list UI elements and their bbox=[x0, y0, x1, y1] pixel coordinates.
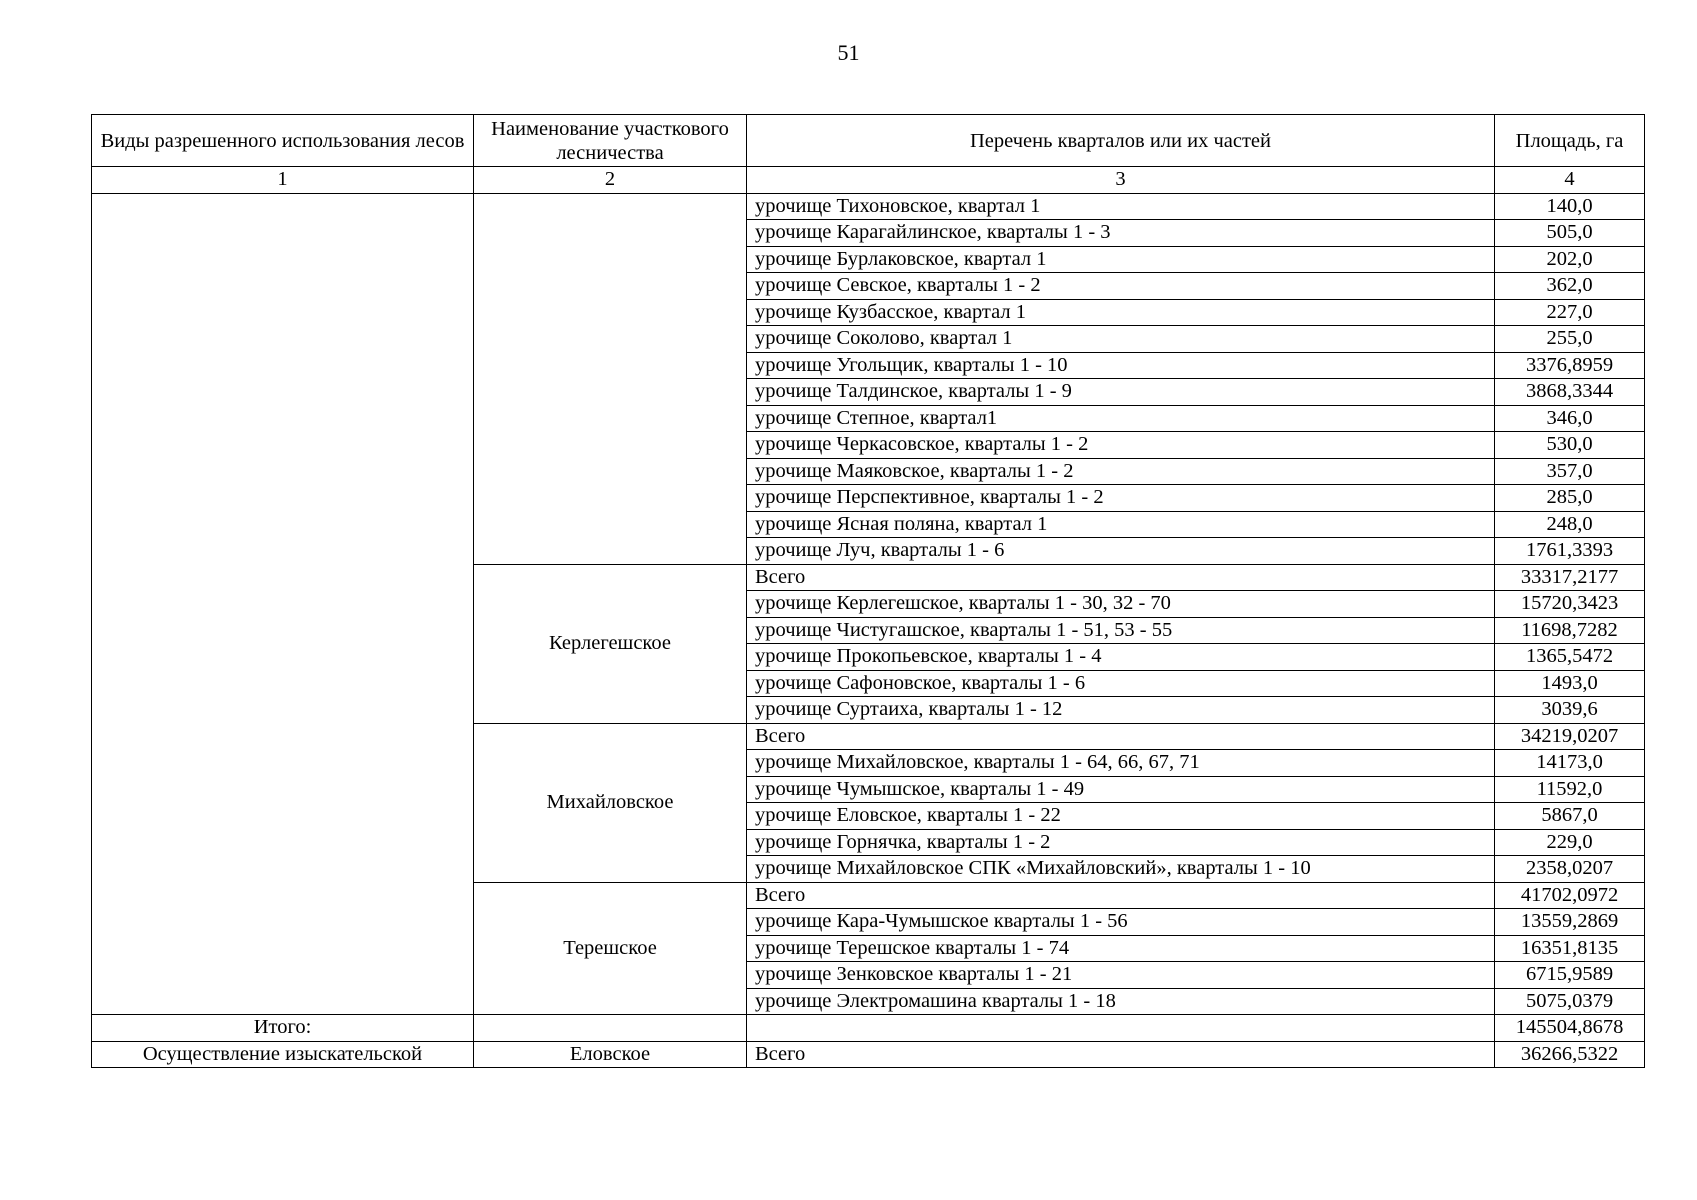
area-cell: 2358,0207 bbox=[1495, 856, 1645, 883]
quarter-name-cell: урочище Михайловское, кварталы 1 - 64, 66, 67, 71 bbox=[747, 750, 1495, 777]
total-area: 145504,8678 bbox=[1495, 1015, 1645, 1042]
forestry-name-cell: Михайловское bbox=[474, 723, 747, 882]
quarter-name-cell: урочище Кузбасское, квартал 1 bbox=[747, 299, 1495, 326]
column-number: 2 bbox=[474, 167, 747, 194]
header-row bbox=[92, 115, 1645, 167]
quarter-name-cell: урочище Степное, квартал1 bbox=[747, 405, 1495, 432]
area-cell: 1761,3393 bbox=[1495, 538, 1645, 565]
quarter-name-cell: урочище Чумышское, кварталы 1 - 49 bbox=[747, 776, 1495, 803]
quarter-name-cell: урочище Угольщик, кварталы 1 - 10 bbox=[747, 352, 1495, 379]
quarter-name-cell: урочище Терешское кварталы 1 - 74 bbox=[747, 935, 1495, 962]
quarter-name-cell: урочище Прокопьевское, кварталы 1 - 4 bbox=[747, 644, 1495, 671]
page-number: 51 bbox=[837, 40, 860, 65]
area-cell: 285,0 bbox=[1495, 485, 1645, 512]
quarter-name-cell: урочище Зенковское кварталы 1 - 21 bbox=[747, 962, 1495, 989]
empty-cell bbox=[747, 1015, 1495, 1042]
area-cell: 11698,7282 bbox=[1495, 617, 1645, 644]
area-cell: 3376,8959 bbox=[1495, 352, 1645, 379]
quarter-name-cell: урочище Чистугашское, кварталы 1 - 51, 53 - 55 bbox=[747, 617, 1495, 644]
quarter-name-cell: урочище Луч, кварталы 1 - 6 bbox=[747, 538, 1495, 565]
quarter-name-cell: урочище Керлегешское, кварталы 1 - 30, 32 - 70 bbox=[747, 591, 1495, 618]
quarter-name-cell: Всего bbox=[747, 723, 1495, 750]
quarter-name-cell: урочище Карагайлинское, кварталы 1 - 3 bbox=[747, 220, 1495, 247]
forestry-name-cell: Еловское bbox=[474, 1041, 747, 1068]
quarter-name-cell: урочище Сафоновское, кварталы 1 - 6 bbox=[747, 670, 1495, 697]
area-cell: 140,0 bbox=[1495, 193, 1645, 220]
quarter-name-cell: урочище Маяковское, кварталы 1 - 2 bbox=[747, 458, 1495, 485]
area-cell: 505,0 bbox=[1495, 220, 1645, 247]
area-cell: 15720,3423 bbox=[1495, 591, 1645, 618]
area-cell: 34219,0207 bbox=[1495, 723, 1645, 750]
header-quarters-list: Перечень кварталов или их частей bbox=[747, 115, 1495, 167]
area-cell: 248,0 bbox=[1495, 511, 1645, 538]
quarter-name-cell: урочище Севское, кварталы 1 - 2 bbox=[747, 273, 1495, 300]
area-cell: 33317,2177 bbox=[1495, 564, 1645, 591]
area-cell: 362,0 bbox=[1495, 273, 1645, 300]
quarter-name-cell: урочище Кара-Чумышское кварталы 1 - 56 bbox=[747, 909, 1495, 936]
area-cell: 5075,0379 bbox=[1495, 988, 1645, 1015]
area-cell: 11592,0 bbox=[1495, 776, 1645, 803]
forestry-name-cell: Керлегешское bbox=[474, 564, 747, 723]
area-cell: 41702,0972 bbox=[1495, 882, 1645, 909]
quarter-name-cell: урочище Ясная поляна, квартал 1 bbox=[747, 511, 1495, 538]
area-cell: 3868,3344 bbox=[1495, 379, 1645, 406]
area-cell: 530,0 bbox=[1495, 432, 1645, 459]
area-cell: 202,0 bbox=[1495, 246, 1645, 273]
area-cell: 14173,0 bbox=[1495, 750, 1645, 777]
quarter-name-cell: урочище Еловское, кварталы 1 - 22 bbox=[747, 803, 1495, 830]
area-cell: 3039,6 bbox=[1495, 697, 1645, 724]
quarter-name-cell: урочище Соколово, квартал 1 bbox=[747, 326, 1495, 353]
forest-areas-table bbox=[91, 114, 1645, 1068]
quarter-name-cell: Всего bbox=[747, 1041, 1495, 1068]
quarter-name-cell: урочище Горнячка, кварталы 1 - 2 bbox=[747, 829, 1495, 856]
total-label: Итого: bbox=[92, 1015, 474, 1042]
area-cell: 227,0 bbox=[1495, 299, 1645, 326]
quarter-name-cell: урочище Бурлаковское, квартал 1 bbox=[747, 246, 1495, 273]
table-header bbox=[92, 115, 1645, 194]
quarter-name-cell: Всего bbox=[747, 882, 1495, 909]
quarter-name-cell: Всего bbox=[747, 564, 1495, 591]
header-area: Площадь, га bbox=[1495, 115, 1645, 167]
column-number: 3 bbox=[747, 167, 1495, 194]
column-number: 4 bbox=[1495, 167, 1645, 194]
quarter-name-cell: урочище Перспективное, кварталы 1 - 2 bbox=[747, 485, 1495, 512]
forestry-name-cell bbox=[474, 193, 747, 564]
quarter-name-cell: урочище Черкасовское, кварталы 1 - 2 bbox=[747, 432, 1495, 459]
area-cell: 6715,9589 bbox=[1495, 962, 1645, 989]
usage-type-cell: Осуществление изыскательской bbox=[92, 1041, 474, 1068]
header-usage-types: Виды разрешенного использования лесов bbox=[92, 115, 474, 167]
area-cell: 5867,0 bbox=[1495, 803, 1645, 830]
area-cell: 36266,5322 bbox=[1495, 1041, 1645, 1068]
quarter-name-cell: урочище Талдинское, кварталы 1 - 9 bbox=[747, 379, 1495, 406]
area-cell: 16351,8135 bbox=[1495, 935, 1645, 962]
table-row bbox=[92, 193, 1645, 220]
quarter-name-cell: урочище Михайловское СПК «Михайловский», кварталы 1 - 10 bbox=[747, 856, 1495, 883]
table-body bbox=[92, 193, 1645, 1068]
area-cell: 1365,5472 bbox=[1495, 644, 1645, 671]
area-cell: 229,0 bbox=[1495, 829, 1645, 856]
quarter-name-cell: урочище Суртаиха, кварталы 1 - 12 bbox=[747, 697, 1495, 724]
quarter-name-cell: урочище Электромашина кварталы 1 - 18 bbox=[747, 988, 1495, 1015]
area-cell: 346,0 bbox=[1495, 405, 1645, 432]
column-number-row bbox=[92, 167, 1645, 194]
area-cell: 1493,0 bbox=[1495, 670, 1645, 697]
empty-cell bbox=[474, 1015, 747, 1042]
area-cell: 13559,2869 bbox=[1495, 909, 1645, 936]
table-row bbox=[92, 1041, 1645, 1068]
column-number: 1 bbox=[92, 167, 474, 194]
header-forestry-name: Наименование участкового лесничества bbox=[474, 115, 747, 167]
area-cell: 357,0 bbox=[1495, 458, 1645, 485]
area-cell: 255,0 bbox=[1495, 326, 1645, 353]
total-row bbox=[92, 1015, 1645, 1042]
usage-type-cell bbox=[92, 193, 474, 1015]
quarter-name-cell: урочище Тихоновское, квартал 1 bbox=[747, 193, 1495, 220]
forestry-name-cell: Терешское bbox=[474, 882, 747, 1015]
